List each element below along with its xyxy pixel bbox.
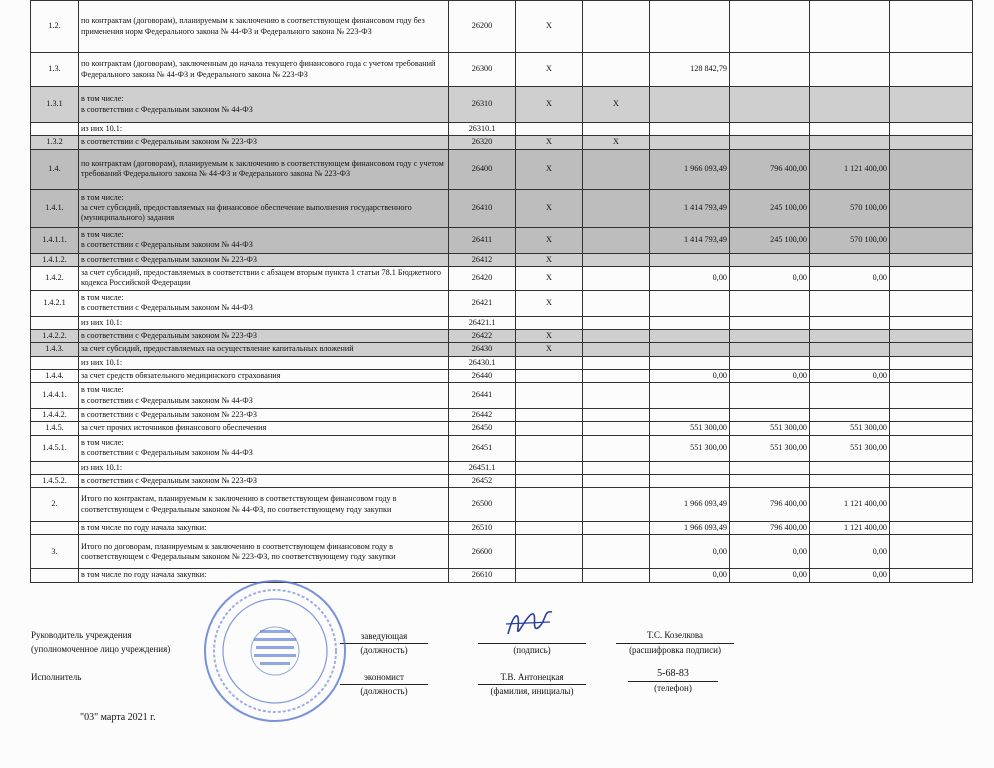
document-date: "03" марта 2021 г. (80, 712, 156, 723)
row-value-3 (810, 136, 890, 149)
table-row (31, 290, 973, 316)
row-number: 1.4.1. (31, 189, 79, 227)
row-description: из них 10.1: (79, 356, 449, 369)
row-value-3 (810, 343, 890, 356)
row-description: Итого по контрактам, планируемым к заключению в соответствующем финансовом году в соответствующем с Федеральным законом № 44-ФЗ, по соответствующему году закупки (79, 488, 449, 522)
row-extra (890, 316, 973, 329)
row-code: 26430 (449, 343, 516, 356)
head-label-sub: (уполномоченное лицо учреждения) (31, 644, 171, 654)
row-description: в том числе по году начала закупки: (79, 522, 449, 535)
table-row (31, 343, 973, 356)
row-value-2 (730, 136, 810, 149)
row-extra (890, 422, 973, 435)
row-value-3 (810, 330, 890, 343)
row-extra (890, 343, 973, 356)
row-value-3: 1 121 400,00 (810, 522, 890, 535)
row-value-2: 796 400,00 (730, 488, 810, 522)
row-code: 26452 (449, 474, 516, 487)
row-number: 1.4.2. (31, 266, 79, 290)
row-number: 1.4.4. (31, 369, 79, 382)
row-value-3 (810, 290, 890, 316)
row-value-2: 0,00 (730, 266, 810, 290)
row-mark-1 (516, 522, 583, 535)
row-value-3: 1 121 400,00 (810, 488, 890, 522)
table-row (31, 136, 973, 149)
table-row (31, 53, 973, 87)
row-value-3 (810, 316, 890, 329)
row-mark-1 (516, 369, 583, 382)
row-mark-2 (583, 369, 650, 382)
table-row (31, 266, 973, 290)
row-code: 26411 (449, 227, 516, 253)
table-row (31, 253, 973, 266)
row-extra (890, 383, 973, 409)
row-value-3: 551 300,00 (810, 435, 890, 461)
row-value-1 (650, 290, 730, 316)
row-code: 26510 (449, 522, 516, 535)
row-code: 26500 (449, 488, 516, 522)
row-description: в том числе: за счет субсидий, предоставляемых на финансовое обеспечение выполнения государственного (муниципального) задания (79, 189, 449, 227)
row-value-3: 570 100,00 (810, 189, 890, 227)
row-code: 26422 (449, 330, 516, 343)
row-code: 26451 (449, 435, 516, 461)
row-number: 1.2. (31, 1, 79, 53)
row-mark-2 (583, 253, 650, 266)
row-description: за счет средств обязательного медицинского страхования (79, 369, 449, 382)
row-extra (890, 369, 973, 382)
row-code: 26300 (449, 53, 516, 87)
executor-position: экономист (364, 672, 404, 682)
row-extra (890, 53, 973, 87)
row-description: по контрактам (договорам), планируемым к заключению в соответствующем финансовом году с учетом требований Федерального закона № 44-ФЗ и Федерального закона № 223-ФЗ (79, 149, 449, 189)
row-value-2: 551 300,00 (730, 435, 810, 461)
row-mark-2 (583, 316, 650, 329)
row-value-2 (730, 123, 810, 136)
row-code: 26450 (449, 422, 516, 435)
row-code: 26421.1 (449, 316, 516, 329)
row-code: 26442 (449, 409, 516, 422)
table-row (31, 369, 973, 382)
table-row (31, 330, 973, 343)
row-code: 26421 (449, 290, 516, 316)
row-number (31, 522, 79, 535)
row-value-1 (650, 330, 730, 343)
row-value-2: 0,00 (730, 369, 810, 382)
row-value-1: 551 300,00 (650, 435, 730, 461)
row-number: 1.4.5. (31, 422, 79, 435)
row-extra (890, 461, 973, 474)
row-description: в том числе: в соответствии с Федеральным законом № 44-ФЗ (79, 227, 449, 253)
round-stamp (202, 578, 348, 724)
row-value-3 (810, 383, 890, 409)
table-row (31, 522, 973, 535)
row-extra (890, 435, 973, 461)
row-mark-1 (516, 461, 583, 474)
row-mark-2 (583, 330, 650, 343)
row-value-2 (730, 316, 810, 329)
row-description: за счет субсидий, предоставляемых на осуществление капитальных вложений (79, 343, 449, 356)
row-description: за счет прочих источников финансового обеспечения (79, 422, 449, 435)
executor-name: Т.В. Антонецкая (500, 672, 564, 682)
row-mark-2 (583, 266, 650, 290)
row-value-2 (730, 343, 810, 356)
table-row (31, 488, 973, 522)
row-description: по контрактам (договорам), планируемым к заключению в соответствующем финансовом году без применения норм Федерального закона № 44-ФЗ и Федерального закона № 223-ФЗ (79, 1, 449, 53)
table-row (31, 569, 973, 582)
row-extra (890, 409, 973, 422)
row-value-3: 570 100,00 (810, 227, 890, 253)
row-mark-1 (516, 435, 583, 461)
row-extra (890, 569, 973, 582)
row-mark-1 (516, 569, 583, 582)
row-mark-2 (583, 461, 650, 474)
row-value-1 (650, 316, 730, 329)
row-value-1: 1 966 093,49 (650, 522, 730, 535)
row-value-3 (810, 253, 890, 266)
table-row (31, 474, 973, 487)
row-mark-1 (516, 383, 583, 409)
row-number: 1.4.1.1. (31, 227, 79, 253)
row-mark-2 (583, 356, 650, 369)
row-mark-2 (583, 569, 650, 582)
row-value-3 (810, 356, 890, 369)
row-extra (890, 474, 973, 487)
row-number: 1.4.1.2. (31, 253, 79, 266)
row-extra (890, 290, 973, 316)
table-row (31, 123, 973, 136)
row-value-1 (650, 474, 730, 487)
row-code: 26310 (449, 87, 516, 123)
row-description: в том числе: в соответствии с Федеральным законом № 44-ФЗ (79, 290, 449, 316)
row-mark-1 (516, 356, 583, 369)
row-mark-2 (583, 422, 650, 435)
table-row (31, 189, 973, 227)
row-mark-1 (516, 488, 583, 522)
row-description: в соответствии с Федеральным законом № 223-ФЗ (79, 253, 449, 266)
row-extra (890, 123, 973, 136)
row-mark-1: X (516, 330, 583, 343)
handwritten-signature (500, 606, 560, 642)
row-description: из них 10.1: (79, 461, 449, 474)
row-mark-2 (583, 227, 650, 253)
row-mark-1 (516, 422, 583, 435)
row-value-2 (730, 1, 810, 53)
row-description: по контрактам (договорам), заключенным до начала текущего финансового года с учетом требований Федерального закона № 44-ФЗ и Федерального закона № 223-ФЗ (79, 53, 449, 87)
table-row (31, 149, 973, 189)
row-value-1 (650, 253, 730, 266)
row-mark-1: X (516, 253, 583, 266)
row-extra (890, 488, 973, 522)
row-mark-2 (583, 1, 650, 53)
row-value-1 (650, 1, 730, 53)
row-number: 1.4. (31, 149, 79, 189)
row-value-1: 1 966 093,49 (650, 488, 730, 522)
row-code: 26310.1 (449, 123, 516, 136)
row-extra (890, 266, 973, 290)
row-mark-1 (516, 409, 583, 422)
row-number: 1.3. (31, 53, 79, 87)
head-name: Т.С. Козелкова (647, 630, 703, 640)
row-value-2 (730, 461, 810, 474)
row-number (31, 123, 79, 136)
row-mark-2 (583, 435, 650, 461)
row-description: Итого по договорам, планируемым к заключению в соответствующем финансовом году в соответствующем с Федеральным законом № 223-ФЗ, по соответствующему году закупки (79, 535, 449, 569)
row-value-3 (810, 87, 890, 123)
row-value-1: 1 966 093,49 (650, 149, 730, 189)
row-extra (890, 227, 973, 253)
table-row (31, 409, 973, 422)
row-mark-2 (583, 189, 650, 227)
row-value-1: 0,00 (650, 266, 730, 290)
table-row (31, 435, 973, 461)
executor-label: Исполнитель (31, 672, 82, 682)
row-value-1: 1 414 793,49 (650, 227, 730, 253)
phone: 5-68-83 (657, 668, 689, 679)
row-value-2 (730, 253, 810, 266)
row-mark-2 (583, 522, 650, 535)
head-name-caption: (расшифровка подписи) (629, 645, 721, 655)
row-description: в соответствии с Федеральным законом № 223-ФЗ (79, 474, 449, 487)
executor-position-caption: (должность) (360, 686, 408, 696)
row-value-2 (730, 87, 810, 123)
row-extra (890, 330, 973, 343)
row-code: 26420 (449, 266, 516, 290)
row-description: в том числе: в соответствии с Федеральным законом № 44-ФЗ (79, 435, 449, 461)
table-row (31, 461, 973, 474)
row-value-1 (650, 356, 730, 369)
row-value-2: 796 400,00 (730, 522, 810, 535)
row-description: в соответствии с Федеральным законом № 223-ФЗ (79, 136, 449, 149)
row-code: 26600 (449, 535, 516, 569)
executor-name-caption: (фамилия, инициалы) (490, 686, 574, 696)
row-code: 26441 (449, 383, 516, 409)
row-value-1 (650, 343, 730, 356)
row-code: 26410 (449, 189, 516, 227)
row-number: 1.4.2.2. (31, 330, 79, 343)
row-code: 26412 (449, 253, 516, 266)
row-number: 1.4.3. (31, 343, 79, 356)
row-mark-1: X (516, 189, 583, 227)
head-position-caption: (должность) (360, 645, 408, 655)
row-extra (890, 136, 973, 149)
row-mark-2 (583, 149, 650, 189)
row-value-3: 0,00 (810, 569, 890, 582)
row-mark-2: X (583, 136, 650, 149)
row-mark-1: X (516, 343, 583, 356)
row-mark-1: X (516, 87, 583, 123)
row-value-1 (650, 123, 730, 136)
row-value-2: 0,00 (730, 535, 810, 569)
row-value-1 (650, 461, 730, 474)
signature-caption: (подпись) (513, 645, 551, 655)
row-value-2 (730, 474, 810, 487)
row-value-3: 0,00 (810, 535, 890, 569)
row-value-1 (650, 383, 730, 409)
row-number: 1.4.5.2. (31, 474, 79, 487)
row-value-3 (810, 53, 890, 87)
head-label: Руководитель учреждения (31, 630, 132, 640)
row-mark-2 (583, 383, 650, 409)
row-mark-1 (516, 123, 583, 136)
row-extra (890, 356, 973, 369)
row-mark-2 (583, 409, 650, 422)
row-value-2: 245 100,00 (730, 227, 810, 253)
table-row (31, 422, 973, 435)
row-code: 26440 (449, 369, 516, 382)
row-value-2 (730, 356, 810, 369)
row-mark-2 (583, 535, 650, 569)
row-number: 1.3.2 (31, 136, 79, 149)
row-mark-2 (583, 123, 650, 136)
row-number (31, 461, 79, 474)
row-value-1: 1 414 793,49 (650, 189, 730, 227)
row-number (31, 316, 79, 329)
row-extra (890, 87, 973, 123)
row-extra (890, 253, 973, 266)
row-mark-2 (583, 53, 650, 87)
row-value-2 (730, 330, 810, 343)
row-code: 26200 (449, 1, 516, 53)
row-value-3: 1 121 400,00 (810, 149, 890, 189)
row-value-1: 551 300,00 (650, 422, 730, 435)
row-value-3: 0,00 (810, 266, 890, 290)
table-row (31, 227, 973, 253)
row-value-2: 551 300,00 (730, 422, 810, 435)
row-value-2 (730, 290, 810, 316)
row-number: 1.4.5.1. (31, 435, 79, 461)
row-mark-1: X (516, 290, 583, 316)
row-number: 1.4.2.1 (31, 290, 79, 316)
row-extra (890, 189, 973, 227)
row-value-2 (730, 383, 810, 409)
row-description: из них 10.1: (79, 316, 449, 329)
row-value-2 (730, 409, 810, 422)
purchase-payments-table (30, 0, 973, 583)
row-mark-2 (583, 488, 650, 522)
row-number: 1.3.1 (31, 87, 79, 123)
row-mark-1: X (516, 53, 583, 87)
row-mark-1 (516, 316, 583, 329)
row-description: в соответствии с Федеральным законом № 223-ФЗ (79, 409, 449, 422)
table-row (31, 87, 973, 123)
row-extra (890, 1, 973, 53)
row-description: в соответствии с Федеральным законом № 223-ФЗ (79, 330, 449, 343)
row-code: 26610 (449, 569, 516, 582)
row-mark-1: X (516, 227, 583, 253)
row-code: 26430.1 (449, 356, 516, 369)
row-description: из них 10.1: (79, 123, 449, 136)
row-mark-2: X (583, 87, 650, 123)
row-mark-1: X (516, 1, 583, 53)
row-value-3: 551 300,00 (810, 422, 890, 435)
row-number: 1.4.4.2. (31, 409, 79, 422)
row-number (31, 569, 79, 582)
row-value-1: 128 842,79 (650, 53, 730, 87)
row-description: в том числе: в соответствии с Федеральным законом № 44-ФЗ (79, 383, 449, 409)
table-row (31, 535, 973, 569)
row-mark-1: X (516, 149, 583, 189)
row-value-1: 0,00 (650, 369, 730, 382)
row-value-2 (730, 53, 810, 87)
row-description: за счет субсидий, предоставляемых в соответствии с абзацем вторым пункта 1 статьи 78.1 Бюджетного кодекса Российской Федерации (79, 266, 449, 290)
row-value-3: 0,00 (810, 369, 890, 382)
row-value-2: 245 100,00 (730, 189, 810, 227)
table-row (31, 383, 973, 409)
row-value-3 (810, 474, 890, 487)
row-value-1 (650, 409, 730, 422)
row-mark-1: X (516, 136, 583, 149)
row-mark-2 (583, 290, 650, 316)
row-number (31, 356, 79, 369)
row-number: 2. (31, 488, 79, 522)
table-row (31, 356, 973, 369)
row-code: 26400 (449, 149, 516, 189)
row-description: в том числе: в соответствии с Федеральным законом № 44-ФЗ (79, 87, 449, 123)
row-description: в том числе по году начала закупки: (79, 569, 449, 582)
row-mark-1 (516, 535, 583, 569)
row-extra (890, 522, 973, 535)
row-mark-2 (583, 474, 650, 487)
row-extra (890, 535, 973, 569)
row-value-3 (810, 1, 890, 53)
row-number: 1.4.4.1. (31, 383, 79, 409)
row-code: 26320 (449, 136, 516, 149)
row-mark-2 (583, 343, 650, 356)
row-value-2: 0,00 (730, 569, 810, 582)
row-value-3 (810, 123, 890, 136)
row-number: 3. (31, 535, 79, 569)
row-value-1 (650, 136, 730, 149)
head-position: заведующая (360, 631, 408, 641)
row-value-1: 0,00 (650, 569, 730, 582)
phone-caption: (телефон) (654, 683, 692, 693)
row-extra (890, 149, 973, 189)
row-mark-1: X (516, 266, 583, 290)
table-row (31, 316, 973, 329)
row-value-3 (810, 461, 890, 474)
row-value-3 (810, 409, 890, 422)
row-code: 26451.1 (449, 461, 516, 474)
row-value-2: 796 400,00 (730, 149, 810, 189)
table-row (31, 1, 973, 53)
row-value-1: 0,00 (650, 535, 730, 569)
row-value-1 (650, 87, 730, 123)
row-mark-1 (516, 474, 583, 487)
